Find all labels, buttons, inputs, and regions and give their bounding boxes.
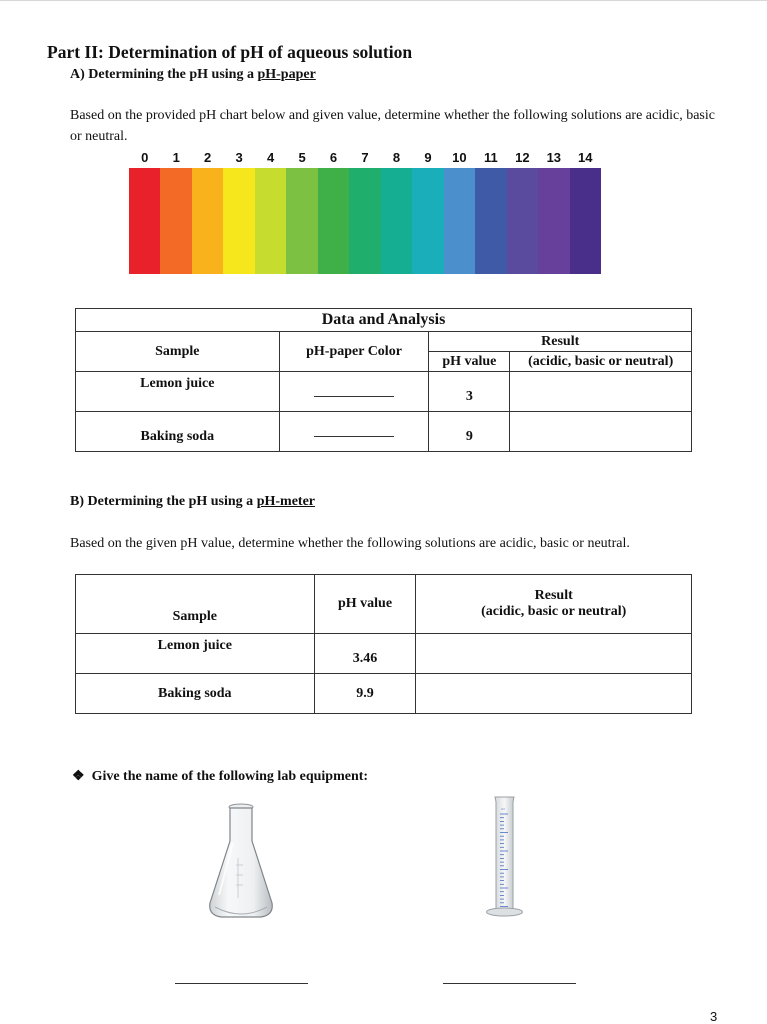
color-answer-blank[interactable]	[279, 412, 429, 452]
sample-cell: Baking soda	[76, 674, 315, 714]
ph-color-swatch	[538, 168, 569, 274]
table-row	[76, 372, 692, 412]
ph-scale-label: 9	[424, 150, 432, 165]
header-sample: Sample	[76, 332, 280, 372]
ph-color-swatch	[223, 168, 254, 274]
sample-cell: Baking soda	[76, 412, 280, 452]
flask-answer-line[interactable]	[175, 983, 308, 984]
header-result	[416, 575, 692, 634]
ph-color-swatch	[286, 168, 317, 274]
ph-scale-label: 3	[235, 150, 243, 165]
header-result-sub: (acidic, basic or neutral)	[481, 604, 627, 619]
ph-color-swatch	[570, 168, 601, 274]
table-row	[76, 634, 692, 674]
equipment-prompt-text: Give the name of the following lab equipment:	[91, 769, 369, 784]
graduated-cylinder-icon	[484, 794, 528, 922]
sample-cell: Lemon juice	[76, 634, 315, 674]
section-a-prefix: A) Determining the pH using a	[70, 67, 258, 82]
header-paper-color: pH-paper Color	[279, 332, 429, 372]
ph-color-swatch	[444, 168, 475, 274]
ph-scale-label: 14	[578, 150, 593, 165]
ph-value-cell: 3	[429, 372, 510, 412]
section-b-instructions: Based on the given pH value, determine whether the following solutions are acidic, basic or neutral.	[70, 536, 630, 551]
ph-color-swatch	[381, 168, 412, 274]
table-row	[76, 674, 692, 714]
ph-value-cell: 9.9	[314, 674, 416, 714]
ph-scale-label: 11	[484, 150, 498, 165]
ph-scale-label: 8	[392, 150, 401, 165]
equipment-prompt	[72, 768, 368, 785]
ph-color-swatch	[160, 168, 191, 274]
result-answer-cell[interactable]	[416, 674, 692, 714]
table-caption: Data and Analysis	[76, 309, 692, 332]
header-result: Result	[429, 332, 692, 352]
ph-color-swatch	[255, 168, 286, 274]
ph-scale-label: 7	[361, 150, 369, 165]
data-analysis-table	[75, 308, 692, 452]
erlenmeyer-flask-icon	[205, 803, 277, 923]
ph-scale-label: 2	[204, 150, 212, 165]
ph-paper-link: pH-paper	[257, 67, 316, 82]
svg-text:ml: ml	[501, 807, 505, 811]
ph-color-swatch	[129, 168, 160, 274]
ph-scale-label: 4	[266, 150, 275, 165]
section-a-instructions: Based on the provided pH chart below and given value, determine whether the following solutions are acidic, basic or neutral.	[70, 108, 715, 144]
ph-value-cell: 9	[429, 412, 510, 452]
part-title: Part II: Determination of pH of aqueous solution	[47, 42, 413, 62]
ph-value-cell: 3.46	[314, 634, 416, 674]
ph-color-swatch	[192, 168, 223, 274]
header-result-title: Result	[534, 588, 573, 603]
table-row	[76, 412, 692, 452]
color-answer-blank[interactable]	[279, 372, 429, 412]
ph-scale-label: 5	[298, 150, 306, 165]
diamond-bullet-icon: ❖	[72, 769, 85, 784]
section-b-prefix: B) Determining the pH using a	[70, 494, 257, 509]
top-border	[0, 0, 767, 1]
ph-color-chart	[129, 168, 601, 274]
cylinder-answer-line[interactable]	[443, 983, 576, 984]
ph-scale-labels	[129, 150, 601, 168]
ph-meter-link: pH-meter	[256, 494, 315, 509]
sample-cell: Lemon juice	[76, 372, 280, 412]
ph-scale-label: 6	[329, 150, 338, 165]
header-sample: Sample	[76, 575, 315, 634]
ph-scale-label: 12	[515, 150, 530, 165]
header-result-sub: (acidic, basic or neutral)	[510, 352, 692, 372]
ph-color-swatch	[318, 168, 349, 274]
header-ph-value: pH value	[314, 575, 416, 634]
ph-color-swatch	[475, 168, 506, 274]
result-answer-cell[interactable]	[510, 412, 692, 452]
ph-scale-label: 1	[172, 150, 180, 165]
ph-meter-table	[75, 574, 692, 714]
header-ph-value: pH value	[429, 352, 510, 372]
result-answer-cell[interactable]	[416, 634, 692, 674]
section-b-heading	[70, 494, 315, 510]
ph-color-swatch	[507, 168, 538, 274]
ph-color-swatch	[412, 168, 443, 274]
ph-scale-label: 10	[452, 150, 467, 165]
ph-scale-label: 0	[141, 150, 149, 165]
page-number: 3	[710, 1009, 718, 1024]
ph-scale-label: 13	[546, 150, 562, 165]
section-a-heading	[70, 67, 316, 83]
result-answer-cell[interactable]	[510, 372, 692, 412]
ph-color-swatch	[349, 168, 380, 274]
